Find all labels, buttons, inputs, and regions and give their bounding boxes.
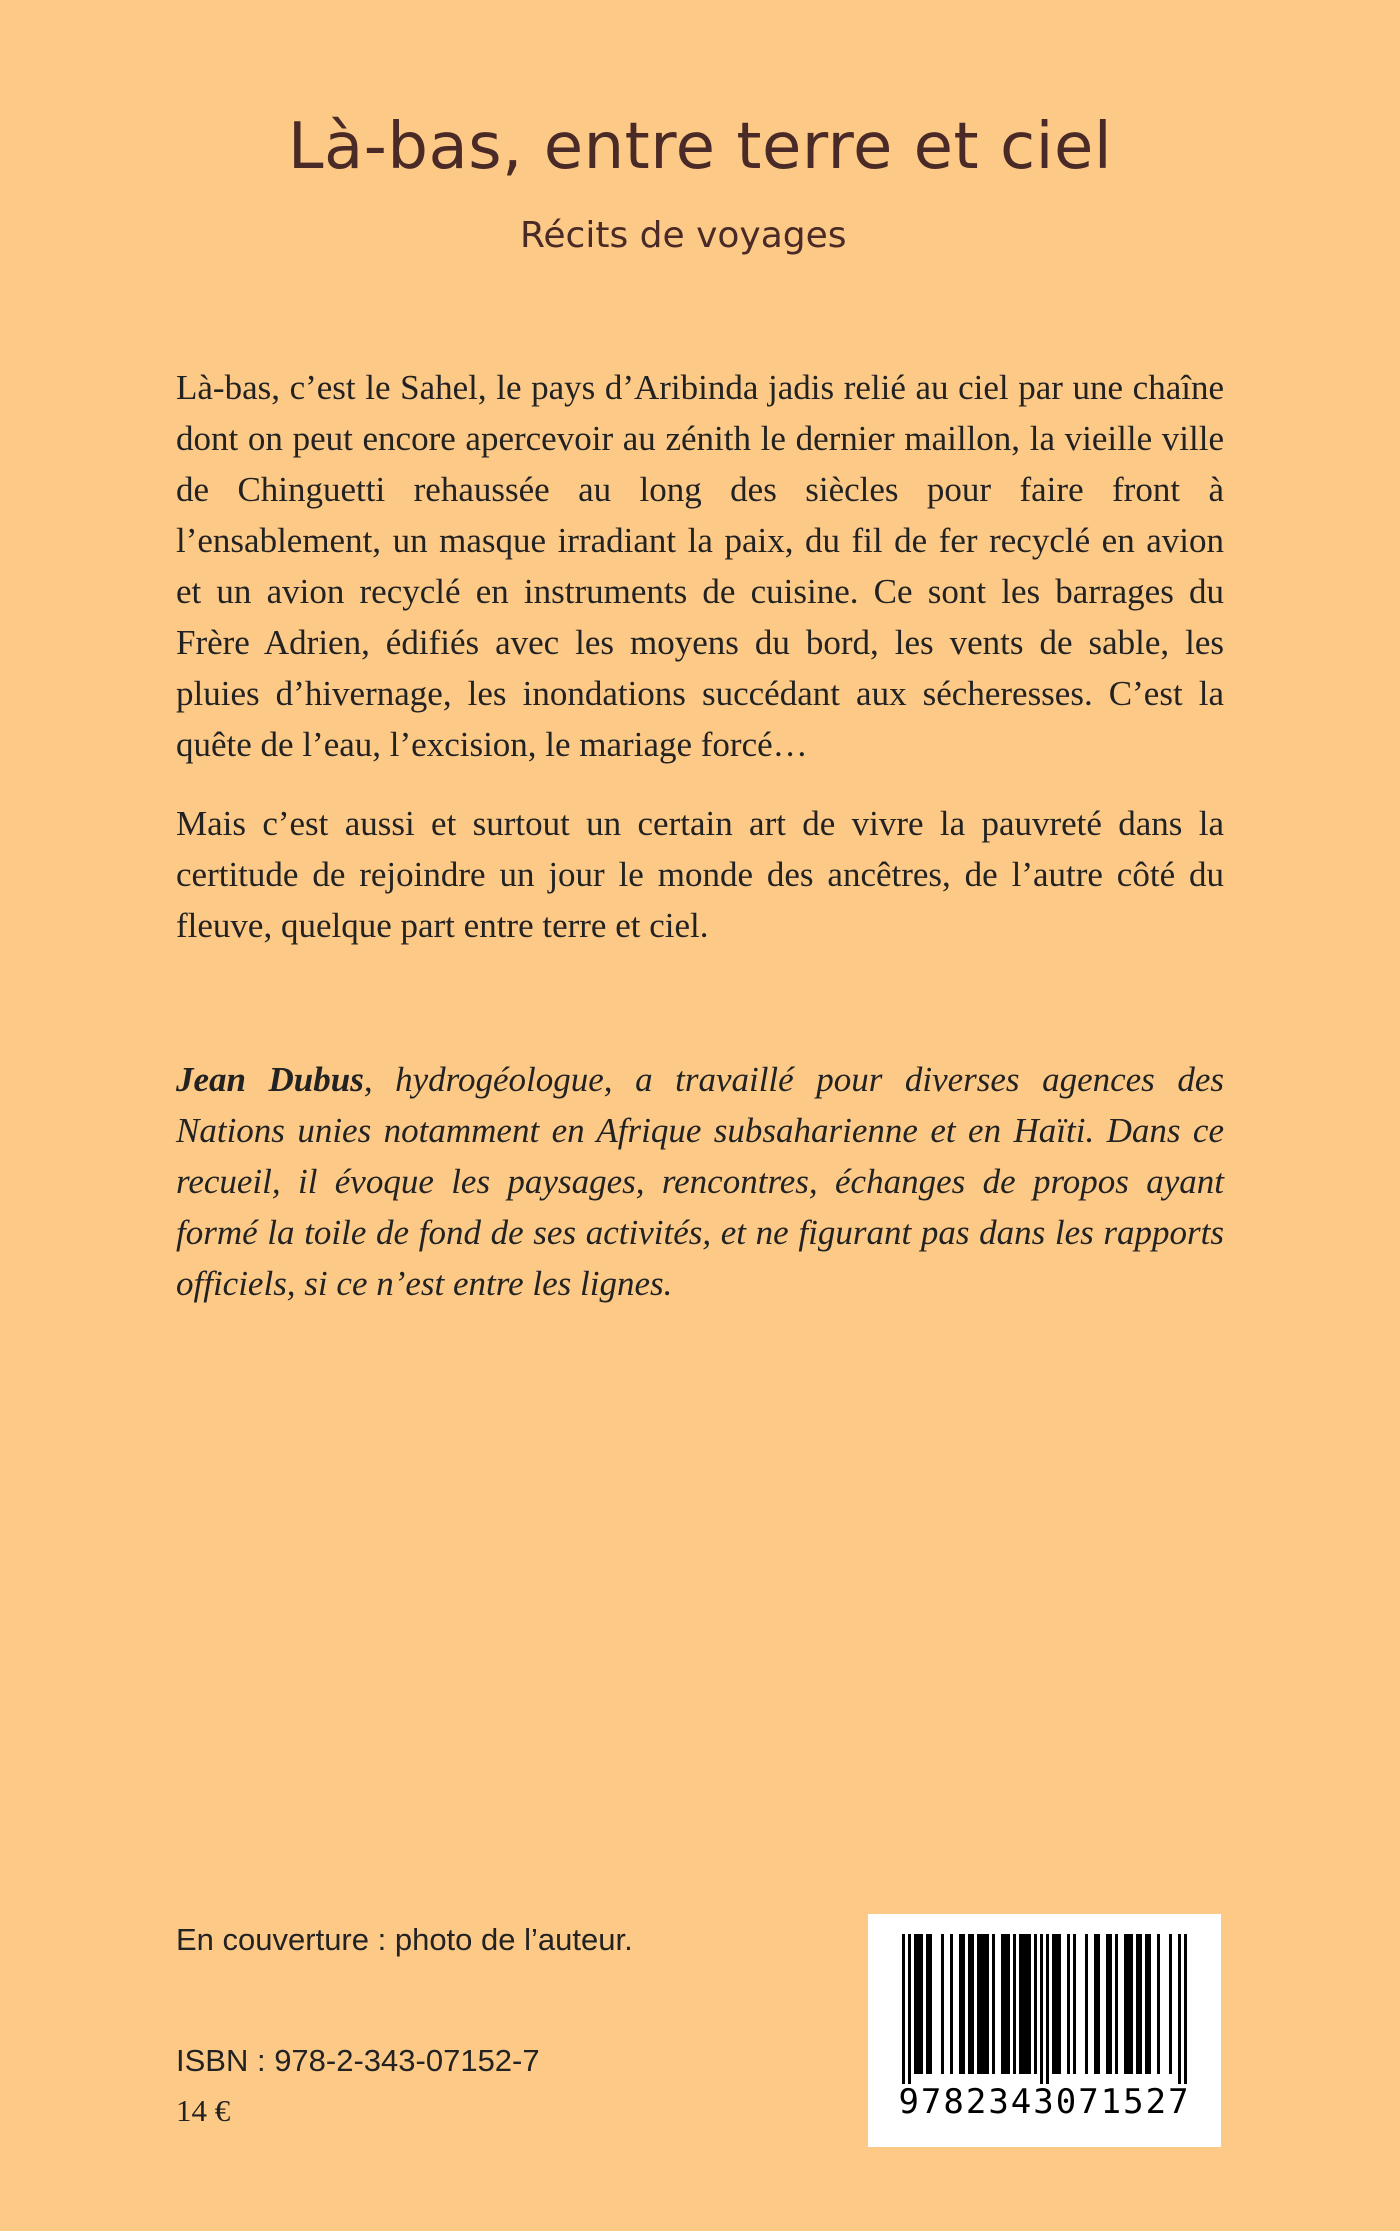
book-subtitle: Récits de voyages xyxy=(520,215,847,256)
blurb-paragraph-2: Mais c’est aussi et surtout un certain art de vivre la pauvreté dans la certitude de rejoindre un jour le monde des ancêtres, de l’autre côté du fleuve, quelque part entre terre et ciel. xyxy=(176,804,1224,945)
barcode-bar xyxy=(986,1934,989,2074)
barcode-bar xyxy=(1139,1934,1142,2074)
barcode-bar xyxy=(1184,1934,1187,2084)
barcode xyxy=(868,1914,1221,2147)
barcode-bar xyxy=(1034,1934,1037,2074)
barcode-bar xyxy=(1055,1934,1058,2074)
barcode-bar xyxy=(1097,1934,1100,2074)
barcode-bar xyxy=(1013,1934,1016,2074)
barcode-bar xyxy=(968,1934,971,2074)
barcode-bar xyxy=(1124,1934,1127,2074)
barcode-bar xyxy=(1046,1934,1049,2084)
barcode-bar xyxy=(1109,1934,1112,2074)
barcode-bar xyxy=(1169,1934,1172,2074)
cover-photo-credit: En couverture : photo de l’auteur. xyxy=(176,1922,633,1957)
barcode-bar xyxy=(908,1934,911,2084)
barcode-bar xyxy=(920,1934,923,2074)
barcode-bar xyxy=(1052,1934,1055,2074)
author-name: Jean Dubus xyxy=(176,1060,364,1099)
barcode-bar xyxy=(1040,1934,1043,2084)
barcode-bar xyxy=(1115,1934,1118,2074)
barcode-bar xyxy=(977,1934,980,2074)
barcode-bar xyxy=(1058,1934,1061,2074)
barcode-bar xyxy=(917,1934,920,2074)
barcode-bar xyxy=(1094,1934,1097,2074)
barcode-bar xyxy=(902,1934,905,2084)
barcode-bar xyxy=(1073,1934,1076,2074)
barcode-bar xyxy=(1178,1934,1181,2084)
barcode-bar xyxy=(1130,1934,1133,2074)
price-label: 14 € xyxy=(176,2093,231,2128)
barcode-bar xyxy=(929,1934,932,2074)
barcode-bar xyxy=(983,1934,986,2074)
barcode-bar xyxy=(941,1934,944,2074)
barcode-bar xyxy=(1028,1934,1031,2074)
barcode-bar xyxy=(1007,1934,1010,2074)
barcode-bar xyxy=(992,1934,995,2074)
barcode-bar xyxy=(959,1934,962,2074)
book-title: Là-bas, entre terre et ciel xyxy=(287,110,1113,184)
barcode-bar xyxy=(926,1934,929,2074)
barcode-bar xyxy=(1106,1934,1109,2074)
barcode-bar xyxy=(1157,1934,1160,2074)
barcode-bar xyxy=(980,1934,983,2074)
barcode-bar xyxy=(1145,1934,1148,2074)
barcode-bar xyxy=(1085,1934,1088,2074)
author-bio xyxy=(176,1054,1224,1309)
barcode-bar xyxy=(1019,1934,1022,2074)
barcode-bar xyxy=(971,1934,974,2074)
barcode-bar xyxy=(1136,1934,1139,2074)
barcode-bar xyxy=(1148,1934,1151,2074)
barcode-bar xyxy=(1127,1934,1130,2074)
barcode-digits: 9782343071527 xyxy=(898,2082,1191,2122)
barcode-bar xyxy=(1004,1934,1007,2074)
author-bio-text: , hydrogéologue, a travaillé pour diverses agences des Nations unies notamment en Afrique subsaharienne et en Haïti. Dans ce recueil, il évoque les paysages, rencontres, échanges de propos ayant formé la toile de fond de ses activités, et ne figurant pas dans les rapports officiels, si ce n’est entre les lignes. xyxy=(176,1060,1224,1303)
barcode-bar xyxy=(1067,1934,1070,2074)
barcode-bar xyxy=(1022,1934,1025,2074)
barcode-bar xyxy=(962,1934,965,2074)
isbn-label: ISBN : 978-2-343-07152-7 xyxy=(176,2043,540,2078)
barcode-bar xyxy=(1001,1934,1004,2074)
barcode-bar xyxy=(950,1934,953,2074)
barcode-bar xyxy=(1025,1934,1028,2074)
blurb-paragraph-1: Là-bas, c’est le Sahel, le pays d’Aribinda jadis relié au ciel par une chaîne dont on peut encore apercevoir au zénith le dernier maillon, la vieille ville de Chinguetti rehaussée au long des siècles pour faire front à l’ensablement, un masque irradiant la paix, du fil de fer recyclé en avion et un avion recyclé en instruments de cuisine. Ce sont les barrages du Frère Adrien, édifiés avec les moyens du bord, les vents de sable, les pluies d’hivernage, les inondations succédant aux sécheresses. C’est la quête de l’eau, l’excision, le mariage forcé… xyxy=(176,368,1224,764)
barcode-bar xyxy=(914,1934,917,2074)
